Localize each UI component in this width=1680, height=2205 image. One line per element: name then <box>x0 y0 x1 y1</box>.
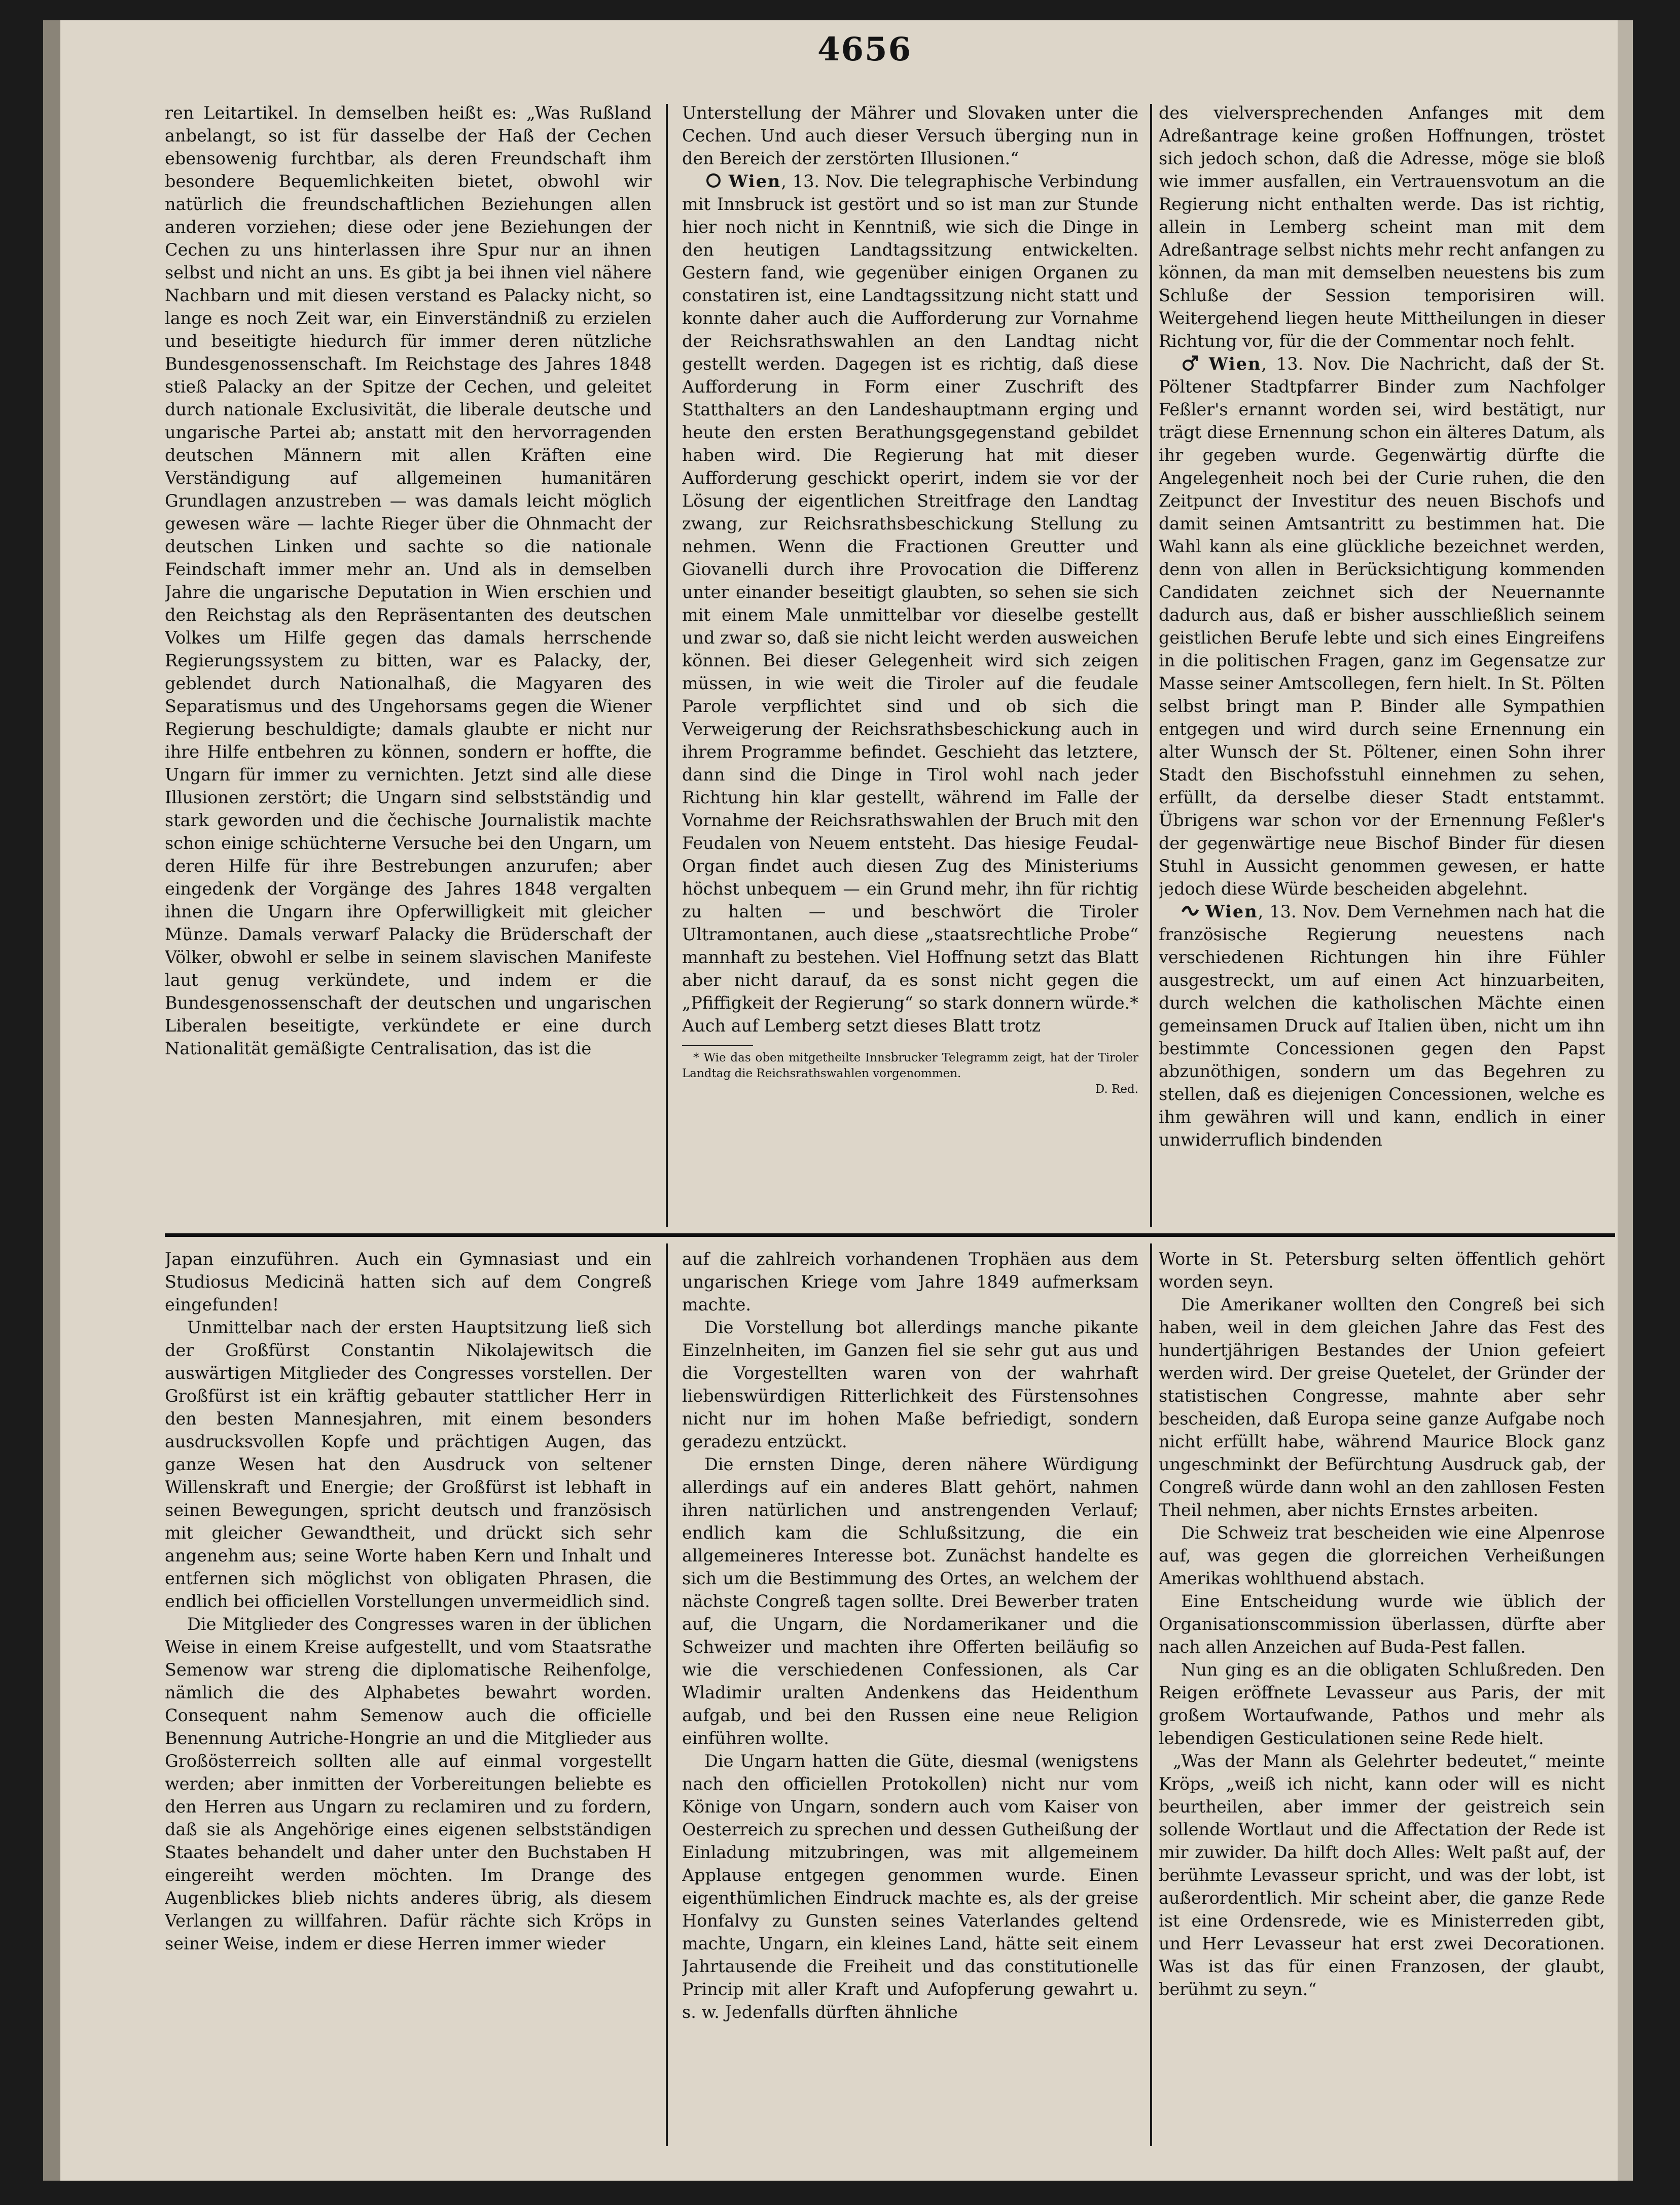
top-col3-lead: des vielversprechenden Anfanges mit dem Adreßantrage keine großen Hoffnungen, tröstet sich jedoch schon, daß die Adresse, möge sie bloß wie immer ausfallen, ein Vertrauensvotum an die Regierung nicht enthalten werde. Das ist richtig, allein in Lemberg scheint man mit dem Adreßantrage selbst nichts mehr recht anfangen zu können, da man mit demselben neuestens bis zum Schluße der Session temporisiren will. Weitergehend liegen heute Mittheilungen in dieser Richtung vor, für die der Commentar noch fehlt. <box>1159 103 1605 351</box>
column-rule <box>666 1243 668 2146</box>
bottom-col2-paragraph: auf die zahlreich vorhandenen Trophäen aus dem ungarischen Kriege vom Jahre 1849 aufmerksam machte. <box>682 1249 1138 1314</box>
circle-mark-icon <box>704 171 723 190</box>
dispatch-date: , 13. Nov. <box>781 171 864 191</box>
top-col1-paragraph: ren Leitartikel. In demselben heißt es: „Was Rußland anbelangt, so ist für dasselbe der Haß der Cechen ebensowenig furchtbar, als deren Freundschaft ihm besondere Bequemlichkeiten bietet, obwohl wir natürlich die freundschaftlichen Beziehungen allen anderen vorziehen; diese oder jene Beziehungen der Cechen zu uns hinterlassen ihre Spur nur an ihnen selbst und nicht an uns. Es gibt ja bei ihnen viel nähere Nachbarn und mit diesen verstand es Palacky nicht, so lange es noch Zeit war, ein Einverständniß zu erzielen und beseitigte hiedurch für immer deren nützliche Bundesgenossenschaft. Im Reichstage des Jahres 1848 stieß Palacky an der Spitze der Cechen, und geleitet durch nationale Exclusivität, die liberale deutsche und ungarische Partei ab; anstatt mit den hervorragenden deutschen Männern mit allen Kräften eine Verständigung auf allgemeinen humanitären Grundlagen anzustreben — was damals leicht möglich gewesen wäre — lachte Rieger über die Ohnmacht der deutschen Linken und sachte so die nationale Feindschaft immer mehr an. Und als in demselben Jahre die ungarische Deputation in Wien erschien und den Reichstag als den Repräsentanten des deutschen Volkes um Hilfe gegen das damals herrschende Regierungssystem zu bitten, war es Palacky, der, geblendet durch Nationalhaß, die Magyaren des Separatismus und des Ungehorsams gegen die Wiener Regierung beschuldigte; damals glaubte er nicht nur ihre Hilfe entbehren zu können, sondern er hoffte, die Ungarn für immer zu vernichten. Jetzt sind alle diese Illusionen zerstört; die Ungarn sind selbstständig und stark geworden und die čechische Journalistik machte schon einige schüchterne Versuche bei den Ungarn, um deren Hilfe für ihre Bestrebungen anzurufen; aber eingedenk der Vorgänge des Jahres 1848 vergalten ihnen die Ungarn ihre Opferwilligkeit mit gleicher Münze. Damals verwarf Palacky die Brüderschaft der Völker, obwohl er selbe in seinem slavischen Manifeste laut genug verkündete, und indem er die Bundesgenossenschaft der deutschen und ungarischen Liberalen beseitigte, verkündete er eine durch Nationalität gemäßigte Centralisation, das ist die <box>165 103 652 1058</box>
top-col3-dispatch-2 <box>1159 900 1605 1151</box>
bottom-col1-paragraph: Japan einzuführen. Auch ein Gymnasiast und ein Studiosus Medicinä hatten sich auf dem Congreß eingefunden! <box>165 1249 652 1314</box>
bottom-col1-paragraph: Unmittelbar nach der ersten Hauptsitzung ließ sich der Großfürst Constantin Nikolajewitsch die auswärtigen Mitglieder des Congresses vorstellen. Der Großfürst ist ein kräftig gebauter stattlicher Herr in den besten Mannesjahren, mit einem besonders ausdrucksvollen Kopfe und prächtigen Augen, das ganze Wesen hat den Ausdruck von seltener Willenskraft und Energie; der Großfürst ist lebhaft in seinen Bewegungen, spricht deutsch und französisch mit gleicher Gewandtheit, und drückt sich sehr angenehm aus; seine Worte haben Kern und Inhalt und entfernen sich möglichst von obligaten Phrasen, die endlich bei officiellen Vorstellungen unvermeidlich sind. <box>165 1318 652 1611</box>
top-column-1 <box>165 101 652 1227</box>
dispatch-text: Die telegraphische Verbindung mit Innsbruck ist gestört und so ist man zur Stunde hier noch nicht in Kenntniß, wie sich die Dinge in den heutigen Landtagssitzung entwickelten. Gestern fand, wie gegenüber einigen Organen zu constatiren ist, eine Landtagssitzung nicht statt und konnte daher auch die Aufforderung zur Vornahme der Reichsrathswahlen an den Landtag nicht gestellt werden. Dagegen ist es richtig, daß diese Aufforderung in Form einer Zuschrift des Statthalters an den Landeshauptmann erging und heute den ersten Berathungsgegenstand gebildet haben wird. Die Regierung hat mit dieser Aufforderung geschickt operirt, indem sie vor der Lösung der eigentlichen Streitfrage den Landtag zwang, zur Reichsrathsbeschickung Stellung zu nehmen. Wenn die Fractionen Greutter und Giovanelli durch ihre Provocation die Differenz unter einander beseitigt glaubten, so sehen sie sich mit einem Male unmittelbar vor dieselbe gestellt und zwar so, daß sie nicht leicht werden ausweichen können. Bei dieser Gelegenheit wird sich zeigen müssen, in wie weit die Tiroler auf die feudale Parole verpflichtet sind und ob sich die Verweigerung der Reichsrathsbeschickung auch in ihrem Programme befindet. Geschieht das letztere, dann sind die Dinge in Tirol wohl nach jeder Richtung hin klar gestellt, während im Falle der Vornahme der Reichsrathswahlen der Bruch mit den Feudalen von Neuem entsteht. Das hiesige Feudal-Organ findet auch diesen Zug des Ministeriums höchst unbequem — ein Grund mehr, ihn für richtig zu halten — und beschwört die Tiroler Ultramontanen, auch diese „staatsrechtliche Probe“ mannhaft zu bestehen. Viel Hoffnung setzt das Blatt aber nicht darauf, da es sonst nicht gegen die „Pfiffigkeit der Regierung“ so stark donnern würde.* Auch auf Lemberg setzt dieses Blatt trotz <box>682 171 1138 1036</box>
section-divider <box>165 1233 1615 1237</box>
binding-strip <box>43 20 60 2181</box>
page-edge <box>1618 20 1633 2181</box>
bottom-col2-paragraph: Die Vorstellung bot allerdings manche pikante Einzelnheiten, im Ganzen fiel sie sehr gut aus und die Vorgestellten waren von der wahrhaft liebenswürdigen Ritterlichkeit des Fürstensohnes nicht nur im hohen Maße befriedigt, sondern geradezu entzückt. <box>682 1318 1138 1451</box>
top-col2-dispatch <box>682 170 1138 1037</box>
bottom-column-3 <box>1159 1248 1605 2155</box>
dispatch-date: , 13. Nov. <box>1261 354 1351 374</box>
bottom-col3-paragraph: Worte in St. Petersburg selten öffentlich gehört worden seyn. <box>1159 1249 1605 1292</box>
page-number: 4656 <box>817 30 912 68</box>
dispatch-date: , 13. Nov. <box>1258 902 1341 921</box>
dispatch-place: Wien <box>1205 902 1258 921</box>
newspaper-page <box>43 20 1633 2181</box>
column-rule <box>1150 1243 1152 2146</box>
top-col3-dispatch-1 <box>1159 352 1605 900</box>
male-sign-icon <box>1181 354 1199 372</box>
footnote-text: * Wie das oben mitgetheilte Innsbrucker Telegramm zeigt, hat der Tiroler Landtag die Reichsrathswahlen vorgenommen. <box>682 1051 1138 1080</box>
bottom-col2-paragraph: Die ernsten Dinge, deren nähere Würdigung allerdings auf ein anderes Blatt gehört, nahmen ihren natürlichen und anstrengenden Verlauf; endlich kam die Schlußsitzung, die ein allgemeineres Interesse bot. Zunächst handelte es sich um die Bestimmung des Ortes, an welchem der nächste Congreß tagen sollte. Drei Bewerber traten auf, die Ungarn, die Nordamerikaner und die Schweizer und machten ihre Offerten beiläufig so wie die verschiedenen Confessionen, als Car Wladimir uralten Andenkens das Heidenthum aufgab, und bei den Russen eine neue Religion einführen wollte. <box>682 1454 1138 1748</box>
bottom-column-2 <box>682 1248 1138 2155</box>
quote-text: „Was der Mann als Gelehrter bedeutet,“ meinte Kröps, „weiß ich nicht, kann oder will es nicht beurtheilen, aber immer der geistreich sein sollende Wortlaut und die Affectation der Rede ist mir zuwider. Da hilft doch Alles: Welt paßt auf, der berühmte Levasseur spricht, und was der lobt, ist außerordentlich. Mir scheint aber, die ganze Rede ist eine Ordensrede, wie es Ministerreden gibt, und Herr Levasseur hat erst zwei Decorationen. Was ist das für einen Franzosen, der glaubt, berühmt zu seyn.“ <box>1159 1751 1605 1999</box>
dispatch-text: Die Nachricht, daß der St. Pöltener Stadtpfarrer Binder zum Nachfolger Feßler's ernannt worden sei, wird bestätigt, nur trägt diese Ernennung schon ein älteres Datum, als ihr gegeben wurde. Gegenwärtig dürfte die Angelegenheit noch bei der Curie ruhen, die den Zeitpunct der Investitur des neuen Bischofs und damit seinen Amtsantritt zu bestimmen hat. Die Wahl kann als eine glückliche bezeichnet werden, denn von allen in Berücksichtigung kommenden Candidaten zeichnet sich der Neuernannte dadurch aus, daß er bisher ausschließlich seinem geistlichen Berufe lebte und sich eines Eingreifens in die politischen Fragen, ganz im Gegensatze zur Masse seiner Amtscollegen, fern hielt. In St. Pölten selbst bringt man P. Binder alle Sympathien entgegen und wird durch seine Ernennung ein alter Wunsch der St. Pöltener, einen Sohn ihrer Stadt den Bischofsstuhl einnehmen zu sehen, erfüllt, da derselbe dieser Stadt entstammt. Übrigens war schon vor der Ernennung Feßler's der gegenwärtige neue Bischof Binder für diesen Stuhl in Aussicht genommen gewesen, er hatte jedoch diese Würde bescheiden abgelehnt. <box>1159 354 1605 899</box>
bottom-col3-paragraph: Die Schweiz trat bescheiden wie eine Alpenrose auf, was gegen die glorreichen Verheißungen Amerikas wohlthuend abstach. <box>1159 1523 1605 1588</box>
top-col2-lead: Unterstellung der Mährer und Slovaken unter die Cechen. Und auch dieser Versuch überging nun in den Bereich der zerstörten Illusionen.“ <box>682 103 1138 168</box>
bottom-col3-paragraph: Eine Entscheidung wurde wie üblich der Organisationscommission überlassen, dürfte aber nach allen Anzeichen auf Buda-Pest fallen. <box>1159 1591 1605 1657</box>
bottom-col3-paragraph: Nun ging es an die obligaten Schlußreden. Den Reigen eröffnete Levasseur aus Paris, der mit großem Wortaufwande, Pathos und mehr als lebendigen Gesticulationen seine Rede hielt. <box>1159 1660 1605 1748</box>
bottom-col3-paragraph: Die Amerikaner wollten den Congreß bei sich haben, weil in dem gleichen Jahre das Fest des hundertjährigen Bestandes der Union gefeiert werden wird. Der greise Quetelet, der Gründer der statistischen Congresse, mahnte aber sehr bescheiden, daß Europa seine ganze Aufgabe noch nicht erfüllt habe, während Maurice Block ganz ungeschminkt der Befürchtung Ausdruck gab, der Congreß würde dann wohl an den zahllosen Festen Theil nehmen, aber nichts Ernstes arbeiten. <box>1159 1295 1605 1520</box>
wave-mark-icon <box>1181 902 1199 920</box>
bottom-col2-paragraph: Die Ungarn hatten die Güte, diesmal (wenigstens nach den officiellen Protokollen) nicht nur vom Könige von Ungarn, sondern auch vom Kaiser von Oesterreich zu sprechen und dessen Gutheißung der Einladung mitzubringen, was mit allgemeinem Applause entgegen genommen wurde. Einen eigenthümlichen Eindruck machte es, als der greise Honfalvy zu Gunsten seines Vaterlandes geltend machte, Ungarn, ein kleines Land, hätte seit einem Jahrtausende die Freiheit und das constitutionelle Princip mit aller Kraft und Aufopferung gewahrt u. s. w. Jedenfalls dürften ähnliche <box>682 1751 1138 2022</box>
bottom-col1-paragraph: Die Mitglieder des Congresses waren in der üblichen Weise in einem Kreise aufgestellt, und vom Staatsrathe Semenow war streng die diplomatische Reihenfolge, nämlich die des Alphabetes bewahrt worden. Consequent nahm Semenow auch die officielle Benennung Autriche-Hongrie an und die Mitglieder aus Großösterreich sollten alle auf einmal vorgestellt werden; aber inmitten der Vorbereitungen beliebte es den Herren aus Ungarn zu reclamiren und zu fordern, daß sie als Angehörige eines eigenen selbstständigen Staates behandelt und daher unter den Buchstaben H eingereiht werden möchten. Im Drange des Augenblickes blieb nichts anderes übrig, als diesem Verlangen zu willfahren. Dafür rächte sich Kröps in seiner Weise, indem er diese Herren immer wieder <box>165 1614 652 1953</box>
dispatch-place: Wien <box>1208 354 1262 374</box>
bottom-column-1 <box>165 1248 652 2155</box>
footnote-signature: D. Red. <box>1095 1083 1138 1096</box>
column-rule <box>666 104 668 1227</box>
top-column-2 <box>682 101 1138 1227</box>
dispatch-text: Dem Vernehmen nach hat die französische Regierung neuestens nach verschiedenen Richtungen hin ihre Fühler ausgestreckt, um auf einen Act hinzuarbeiten, durch welchen die katholischen Mächte einen gemeinsamen Druck auf Italien üben, nicht um ihn bestimmte Concessionen gegen den Papst abzunöthigen, sondern um das Begehren zu stellen, daß es diejenigen Concessionen, welche es ihm gewähren will und kann, endlich in einer unwiderruflich bindenden <box>1159 902 1605 1150</box>
footnote <box>682 1050 1138 1097</box>
footnote-rule <box>682 1045 753 1046</box>
dispatch-place: Wien <box>728 171 781 191</box>
column-rule <box>1150 104 1152 1227</box>
top-column-3 <box>1159 101 1605 1227</box>
bottom-col3-quote <box>1159 1750 1605 2001</box>
